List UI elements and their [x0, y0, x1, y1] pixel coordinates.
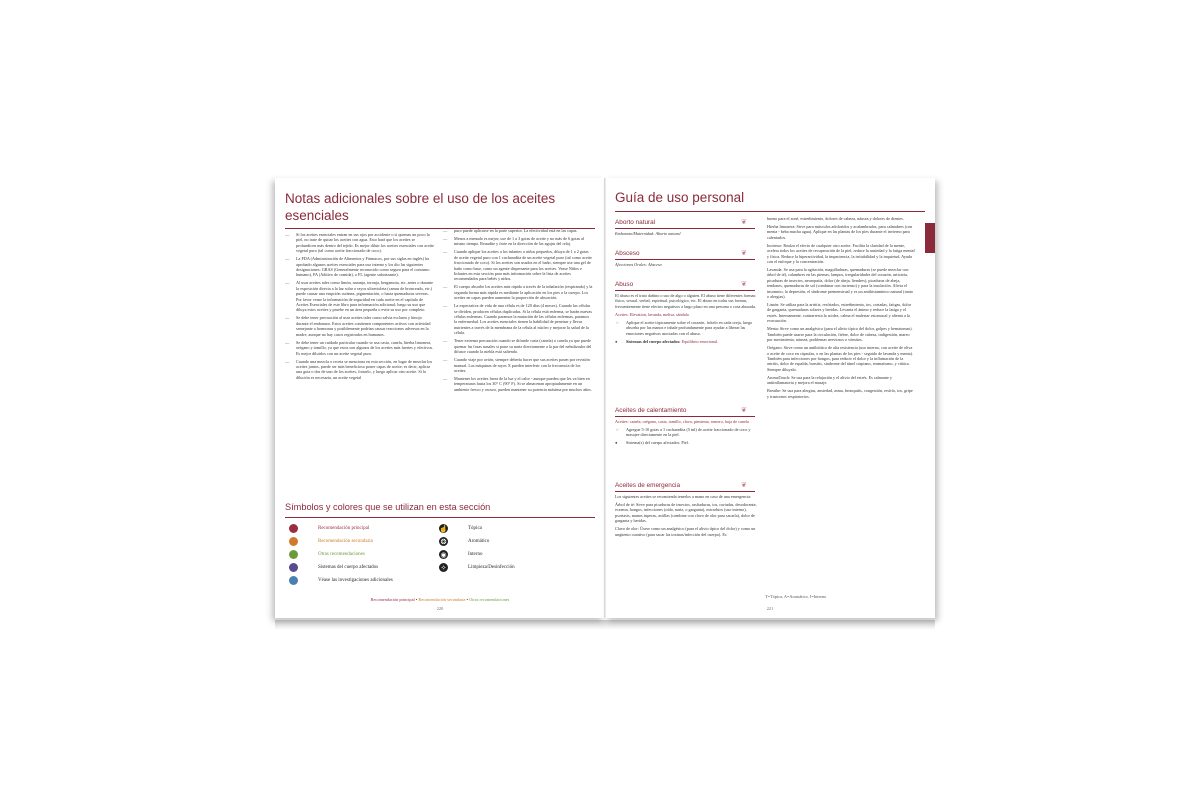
dash-marker: — — [285, 232, 290, 237]
oil-entry: Incienso: Realza el efecto de cualquier otro aceite. Facilita la claridad de la mente, acelera todos los aceites de recuperación de la piel, reduce la ansiedad y la fatiga mental y física. Reduce la hiperactividad, la impaciencia, la irritabilidad y la inquietud. Ayuda con el enfoque y la concentración. — [767, 242, 915, 265]
legend-item — [289, 576, 393, 585]
dash-marker: — — [443, 375, 448, 381]
note-item — [443, 236, 593, 247]
note-item — [443, 303, 593, 335]
research-icon — [289, 576, 298, 585]
oil-entry: AromaTouch: Se usa para la relajación y el alivio del estrés. Es calmante y antiinflamatoria y mejora el masaje. — [767, 374, 893, 386]
dash-marker: — — [285, 315, 290, 321]
dash-marker: — — [443, 284, 448, 290]
legend-item — [439, 550, 482, 559]
body-systems-icon: ● — [615, 440, 618, 446]
note-text: Cuando viaje por avión, siempre debería hacer que sus aceites pasen por revisión manual. Las máquinas de rayos X pueden interferir con la frecuencia de los aceites. — [454, 357, 590, 373]
oil-entry: Árbol de té: Sirve para picaduras de insectos, rasfiaduras, tos, cortadas, desodorante, eczema, hongos, infecciones (oído, nariz, o garganta), microbios (uso interno), psoriasis, manos ásperas, astillas (combine con clavo de olor para sacarla), dolor de garganta y heridas. — [615, 502, 757, 524]
internal-icon: ◉ — [440, 550, 447, 559]
note-text: El cuerpo absorbe los aceites más rápido a través de la inhalación (respirando) y la segunda forma más rápida es mediante la aplicación en los pies o la cuerpo. Los aceites en capas pueden aumentar la proporción de absorción. — [454, 284, 593, 301]
right-page — [605, 178, 935, 618]
emergency-oils-column — [767, 216, 915, 402]
legend-item — [289, 550, 365, 559]
note-text: Al usar aceites tales como limón, naranja, toronja, bergamota, etc. antes o durante la exposición directa a la luz solar o rayos ultravioleta (camas de bronceado, etc.) puede causar una erupción cutánea, pigmentación, o hasta quemaduras severas. Por favor vease la información de seguridad en cada aceite en el capítulo de Aceites Esenciales de este libro para información adicional; luego su uso que diluya estos aceites y pruebe en un área pequeña o evite su uso por completo. — [296, 280, 434, 313]
section-title: Aceites de calentamiento — [615, 407, 687, 414]
note-item — [443, 357, 593, 373]
dash-marker: — — [285, 256, 290, 262]
legend-label: Recomendación secundaria — [318, 538, 373, 544]
oil-entry: Orégano: Sirve como un antibiótico de alta resistencia (uso interno, con aceite de oliva o aceite de coco en cápsulas, o en las plantas de los pies - seguido de lavanda y menta). También para infecciones por hongos, para reducir el dolor y la inflamación de la artritis, dolor de espalda, bursitis, síndrome del túnel carpiano, reumatismo, y ciática. Siempre diluyalo. — [767, 345, 914, 372]
dash-marker: — — [285, 358, 290, 364]
section-text — [615, 494, 760, 540]
legend-label: Tópica — [468, 525, 482, 531]
topical-icon: ☜ — [615, 427, 619, 432]
legend-label: Otras recomendaciones — [318, 551, 365, 557]
crossref-text: Embarazo/Maternidad: Aborto natural — [615, 231, 681, 236]
page-title: Notas adicionales sobre el uso de los aceites esenciales — [285, 191, 556, 223]
ornament-icon: ❦ — [741, 406, 747, 414]
dash-marker: — — [443, 228, 448, 233]
section-title: Aceites de emergencia — [615, 482, 681, 489]
page-number: 221 — [766, 606, 774, 611]
note-text: Tener extrema precaución cuando se difunde casia (canela) o canela ya que puede quemar las fosas nasales si pone su nariz directamente a la par del nebulizador del difusor cuando la niebla está saliendo. — [454, 338, 592, 355]
book-spine — [604, 178, 606, 618]
open-book — [275, 178, 935, 626]
oils-line: Aceites: Elevation, lavanda, melisa, sándalo — [615, 311, 689, 317]
usage-footer: T=Tópica, A=Aromático, I=Interno — [765, 594, 827, 599]
dash-marker: — — [443, 249, 448, 255]
legend-item — [289, 537, 373, 546]
dash-marker: — — [443, 236, 448, 241]
body-systems-icon: ● — [615, 338, 618, 344]
oil-entry: Hierba limonera: Sirve para músculos adoloridos y acalambrados, para calambres (con menta - beba mucha agua). Aplique en las plantas de los pies durante el invierno para calentarlos. — [767, 224, 913, 240]
section-text — [615, 419, 760, 448]
left-page — [275, 178, 605, 618]
legend-item — [439, 524, 482, 533]
systems-label: Sistemas del cuerpo afectados: — [626, 338, 681, 344]
topical-icon: ☝ — [439, 524, 448, 533]
dash-marker: — — [443, 338, 448, 344]
legend-item — [439, 537, 489, 546]
apply-text: Aplique el aceite tópicamente sobre el corazón, frótelo en cada oreja, luego absorba por las manos e inhale profundamente para ayudar a liberar las emociones negativas asociadas con el abuso. — [626, 319, 753, 336]
note-text: puro puede aplicarse en la parte superior. La efectividad está en las capas. — [454, 228, 578, 233]
note-text: Cuando aplique los aceites a los infantes o niños pequeños, diluya de 1 a 2 gotas de aceite vegetal puro con 1 cucharadita de un aceite vegetal puro (tal como aceite fraccionado de coco). Si los aceites son usados en el baño, siempre use una gel de baño como base, como un agente dispersante para los aceites. Vease Niños e Infantes en esta sección para más información sobre la lista de aceites recomendados para bebés y niños. — [454, 249, 592, 282]
note-item — [443, 376, 593, 392]
symbols-title: Símbolos y colores que se utilizan en esta sección — [285, 502, 491, 512]
ornament-icon: ❦ — [741, 280, 747, 288]
note-item — [285, 315, 435, 337]
dash-marker: — — [285, 280, 290, 286]
section-rule — [615, 228, 755, 229]
note-text: Cuando una mezcla o receta se menciona en esta sección, en lugar de mezclar los aceites juntos, puede ser más beneficioso poner capas de aceite; es decir, aplicar una gota o dos de uno de los aceites, frotarlo, y luego aplicar otro aceite. Si la dilución es necesaria, un aceite vegetal — [296, 358, 433, 380]
footnote-primary: Recomendación principal — [370, 597, 415, 602]
ornament-icon: ❦ — [741, 481, 747, 489]
color-dot-icon — [289, 537, 298, 546]
symbols-rule — [285, 517, 595, 518]
oil-entry: Limón: Se utiliza para la artritis, resfriados, estreñimiento, tos, cortadas, fatigas, dolor de garganta, quemaduras solares y heridas. Levanta el ánimo y reduce la fatiga y el estrés. Internamente, contrarresta la acidez, calma el malestar estomacal y alienta a la evacuación. — [767, 302, 912, 324]
oil-entry: Clavo de olor: Úsese como un analgésico (para el alivio típico del dolor) y como un ungüento curativo (para sacar las toxinas/infección del cuerpo). Es — [615, 526, 756, 537]
systems-value: Equilibrio emocional. — [681, 338, 719, 344]
note-item — [285, 340, 435, 356]
cleaning-icon: ✧ — [440, 563, 447, 572]
oil-entry: Lavanda: Se usa para la agitación, magulladuras, quemaduras (se puede mezclar con árbol de té), calambres en las piernas, lampos, irregularidades del corazón, urticaria, picaduras de insectos, neuropatía, dolor (de abeja, liendres), picaduras de abeja, tendones, quemaduras de sol (combinar con incienso) y para la insolación. Alivia el insomnio, la depresión, el síndrome premenstrual y es un antihistamínico natural (tanto o alergias). — [767, 267, 913, 300]
note-item — [285, 232, 435, 254]
color-dot-icon — [289, 524, 298, 533]
section-text — [615, 231, 760, 236]
note-item — [285, 359, 435, 381]
legend-label: Véase las investigaciones adicionales — [318, 577, 393, 583]
section-paragraph: El abuso es el trato dañino o uso de algo o alguien. El abuso tiene diferentes formas: físico, sexual, verbal, espiritual, psicológico, etc. El abuso en todas sus formas, frecuentemente tiene efectos negativos a largo plazo en una persona o cosa abusada. — [615, 293, 757, 309]
section-text — [615, 262, 760, 267]
oil-entry: bueno para el acné, estreñimiento, dolores de cabeza, náusea y dolores de dientes. — [767, 216, 904, 221]
aromatic-icon: ❂ — [440, 537, 447, 546]
note-item — [285, 256, 435, 278]
ornament-icon: ❦ — [741, 249, 747, 257]
notes-column-2 — [443, 228, 593, 395]
dash-marker: — — [443, 303, 448, 309]
systems-text: Sistema(s) del cuerpo afectados: Piel. — [626, 440, 689, 446]
note-text: Se debe tener un cuidado particular cuando se usa casia, canela, hierba limonera, orégano y tomillo, ya que estos son algunos de los aceites más fuertes y efectivos. Es mejor diluirlos con un aceite vegetal puro. — [296, 339, 434, 356]
note-text: La FDA (Administración de Alimentos y Fármacos, por sus siglas en inglés) ha aprobado algunos aceites esenciales para uso interno y los dio las siguientes designaciones: GRAS (Generalmente reconocido como seguro para el consumo humano), FA (Aditivo de comida), o FL (agente saborizante). — [296, 256, 430, 278]
section-rule — [615, 290, 755, 291]
topical-icon: ☜ — [615, 319, 619, 325]
legend-item — [289, 524, 369, 533]
oil-entry: Breathe: Se usa para alergias, ansiedad, asma, bronquitis, congestión, resfrío, tos, gripe y trastornos respiratorios. — [767, 388, 913, 399]
section-title: Abuso — [615, 281, 634, 288]
section-title: Aborto natural — [615, 219, 656, 226]
page-number: 220 — [436, 606, 444, 611]
dash-marker: — — [443, 357, 448, 363]
apply-text: Agregue 5-10 gotas a 1 cucharadita (5 ml) de aceite fraccionado de coco y masajee directamente en la piel. — [626, 427, 751, 438]
note-item — [443, 338, 593, 354]
section-rule — [615, 416, 755, 417]
footnote-secondary: Recomendación secundaria — [418, 597, 466, 602]
legend-label: Interno — [468, 551, 483, 557]
body-systems-icon — [289, 563, 298, 572]
note-text: Mantener los aceites fuera de la luz y el calor - aunque pueden que les va bien en temperaturas hasta los 30° C (90° F). Si se almacenan apropiadamente en un ambiente fresco y oscuro, pueden mantener su potencia máxima por muchos años. — [454, 375, 592, 392]
legend-label: Aromático — [468, 538, 490, 544]
note-item — [443, 228, 593, 233]
section-title: Absceso — [615, 250, 640, 257]
page-title: Guía de uso personal — [615, 190, 745, 205]
color-dot-icon — [289, 550, 298, 559]
legend-label: Limpieza/Desinfección — [468, 564, 515, 570]
legend-item — [439, 563, 515, 572]
section-paragraph: Los siguientes aceites se recomienda tenerlos a mano en caso de una emergencia: — [615, 494, 752, 499]
note-item — [285, 280, 435, 312]
section-rule — [615, 259, 755, 260]
legend-label: Recomendación principal — [318, 525, 370, 531]
ornament-icon: ❦ — [741, 218, 747, 226]
oil-entry: Menta: Sirve como un analgésico (para el alivio típico del dolor, golpes y hematomas). También puede usarse para la circulación, fiebre, dolor de cabeza, indigestión, mareo por movimiento, náusea, problemas nerviosos o vómitos. — [767, 326, 913, 343]
note-text: Menos a menudo es mejor; use de 1 a 3 gotas de aceite y no más de 6 gotas al mismo tiempo. Reaudite y frote en la dirección de las agujas del reloj. — [454, 236, 585, 247]
note-text: Si los aceites esenciales entran en sus ojos por accidente o si quemas un poco la piel, no trate de quitar los aceites con agua. Esto hará que los aceites se profundicen más dentro del tejido. Es mejor diluir los aceites esenciales con aceite vegetal puro (tal como aceite fraccionado de coco). — [296, 232, 435, 254]
symbols-legend — [289, 524, 589, 594]
note-text: La expectativa de vida de una célula es de 120 días (4 meses). Cuando las células se dividen, producen células duplicadas. Si la célula está enferma, se harán nuevas células enfermas. Cuando paramos la mutación de las células enfermas, paramos la enfermedad. Los aceites esenciales tienen la habilidad de penetrar y llevar nutrientes a través de la membrana de la célula al núcleo y mejorar la salud de la célula. — [454, 303, 593, 336]
oils-line: Aceites: canela, orégano, casia, tomillo, clavo, pimienta, romero, hoja de canela — [615, 419, 749, 424]
notes-column-1 — [285, 232, 435, 383]
crossref-text: Afecciones Orales: Absceso — [615, 262, 662, 267]
dash-marker: — — [285, 339, 290, 345]
note-text: Se debe tener precaución al usar aceites tales como salvia esclarea y hinojo durante el embarazo. Estos aceites contienen componentes activos con actividad semejante a hormonas y posiblemente podrían causar reacciones adversas en la madre, aunque no hay casos registrados en humanos. — [296, 315, 431, 337]
legend-label: Sistemas del cuerpo afectados — [318, 564, 379, 570]
legend-item — [289, 563, 378, 572]
section-rule — [615, 491, 755, 492]
footnote-other: Otras recomendaciones — [469, 597, 510, 602]
note-item — [443, 249, 593, 281]
title-rule — [615, 211, 925, 212]
section-text — [615, 293, 760, 347]
chapter-tab — [925, 223, 935, 253]
legend-footnote: Recomendación principal • Recomendación secundaria • Otras recomendaciones — [370, 597, 510, 602]
note-item — [443, 284, 593, 300]
